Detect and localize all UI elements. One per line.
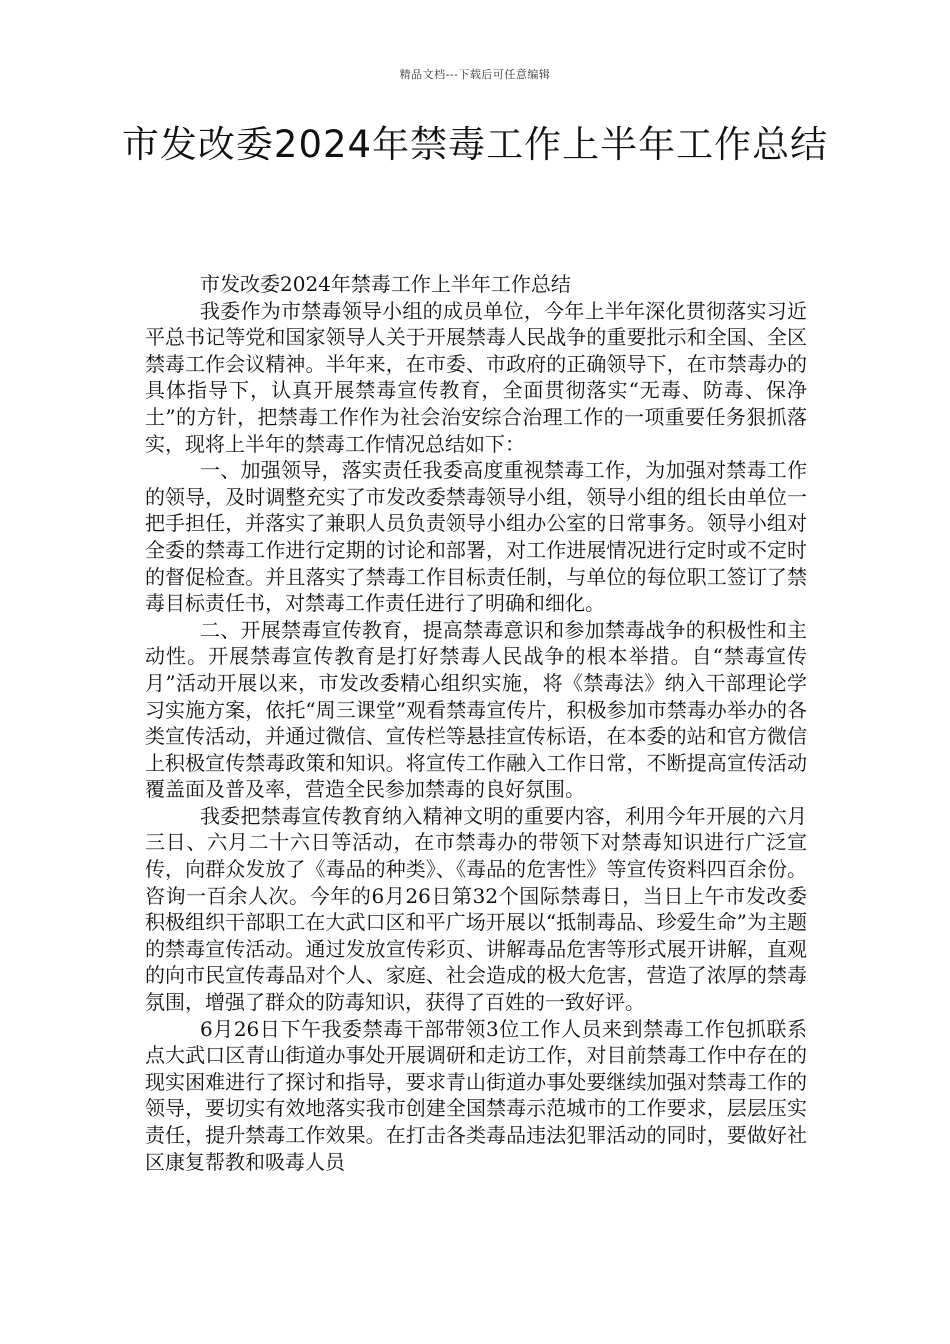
body-paragraph: 二、开展禁毒宣传教育，提高禁毒意识和参加禁毒战争的积极性和主动性。开展禁毒宣传教育是打好禁毒人民战争的根本举措。自“禁毒宣传月”活动开展以来，市发改委精心组织实施，将《禁毒法》纳入干部理论学习实施方案，依托“周三课堂”观看禁毒宣传片，积极参加市禁毒办举办的各类宣传活动，并通过微信、宣传栏等悬挂宣传标语，在本委的站和官方微信上积极宣传禁毒政策和知识。将宣传工作融入工作日常，不断提高宣传活动覆盖面及普及率，营造全民参加禁毒的良好氛围。	[145, 617, 807, 802]
document-title: 市发改委2024年禁毒工作上半年工作总结	[121, 123, 829, 166]
document-body	[145, 271, 807, 1175]
body-paragraph: 6月26日下午我委禁毒干部带领3位工作人员来到禁毒工作包抓联系点大武口区青山街道办事处开展调研和走访工作，对目前禁毒工作中存在的现实困难进行了探讨和指导，要求青山街道办事处要继续加强对禁毒工作的领导，要切实有效地落实我市创建全国禁毒示范城市的工作要求，层层压实责任，提升禁毒工作效果。在打击各类毒品违法犯罪活动的同时，要做好社区康复帮教和吸毒人员	[145, 1016, 807, 1174]
body-paragraph: 我委把禁毒宣传教育纳入精神文明的重要内容，利用今年开展的六月三日、六月二十六日等活动，在市禁毒办的带领下对禁毒知识进行广泛宣传，向群众发放了《毒品的种类》、《毒品的危害性》等宣传资料四百余份。咨询一百余人次。今年的6月26日第32个国际禁毒日，当日上午市发改委积极组织干部职工在大武口区和平广场开展以“抵制毒品、珍爱生命”为主题的禁毒宣传活动。通过发放宣传彩页、讲解毒品危害等形式展开讲解，直观的向市民宣传毒品对个人、家庭、社会造成的极大危害，营造了浓厚的禁毒氛围，增强了群众的防毒知识，获得了百姓的一致好评。	[145, 803, 807, 1015]
body-paragraph: 一、加强领导，落实责任我委高度重视禁毒工作，为加强对禁毒工作的领导，及时调整充实了市发改委禁毒领导小组，领导小组的组长由单位一把手担任，并落实了兼职人员负责领导小组办公室的日常事务。领导小组对全委的禁毒工作进行定期的讨论和部署，对工作进展情况进行定时或不定时的督促检查。并且落实了禁毒工作目标责任制，与单位的每位职工签订了禁毒目标责任书，对禁毒工作责任进行了明确和细化。	[145, 458, 807, 616]
body-paragraph-subtitle: 市发改委2024年禁毒工作上半年工作总结	[200, 272, 571, 296]
body-paragraph: 我委作为市禁毒领导小组的成员单位，今年上半年深化贯彻落实习近平总书记等党和国家领导人关于开展禁毒人民战争的重要批示和全国、全区禁毒工作会议精神。半年来，在市委、市政府的正确领导下，在市禁毒办的具体指导下，认真开展禁毒宣传教育，全面贯彻落实“无毒、防毒、保净土”的方针，把禁毒工作作为社会治安综合治理工作的一项重要任务狠抓落实，现将上半年的禁毒工作情况总结如下：	[145, 298, 807, 456]
header-note: 精品文档---下载后可任意编辑	[399, 68, 551, 81]
